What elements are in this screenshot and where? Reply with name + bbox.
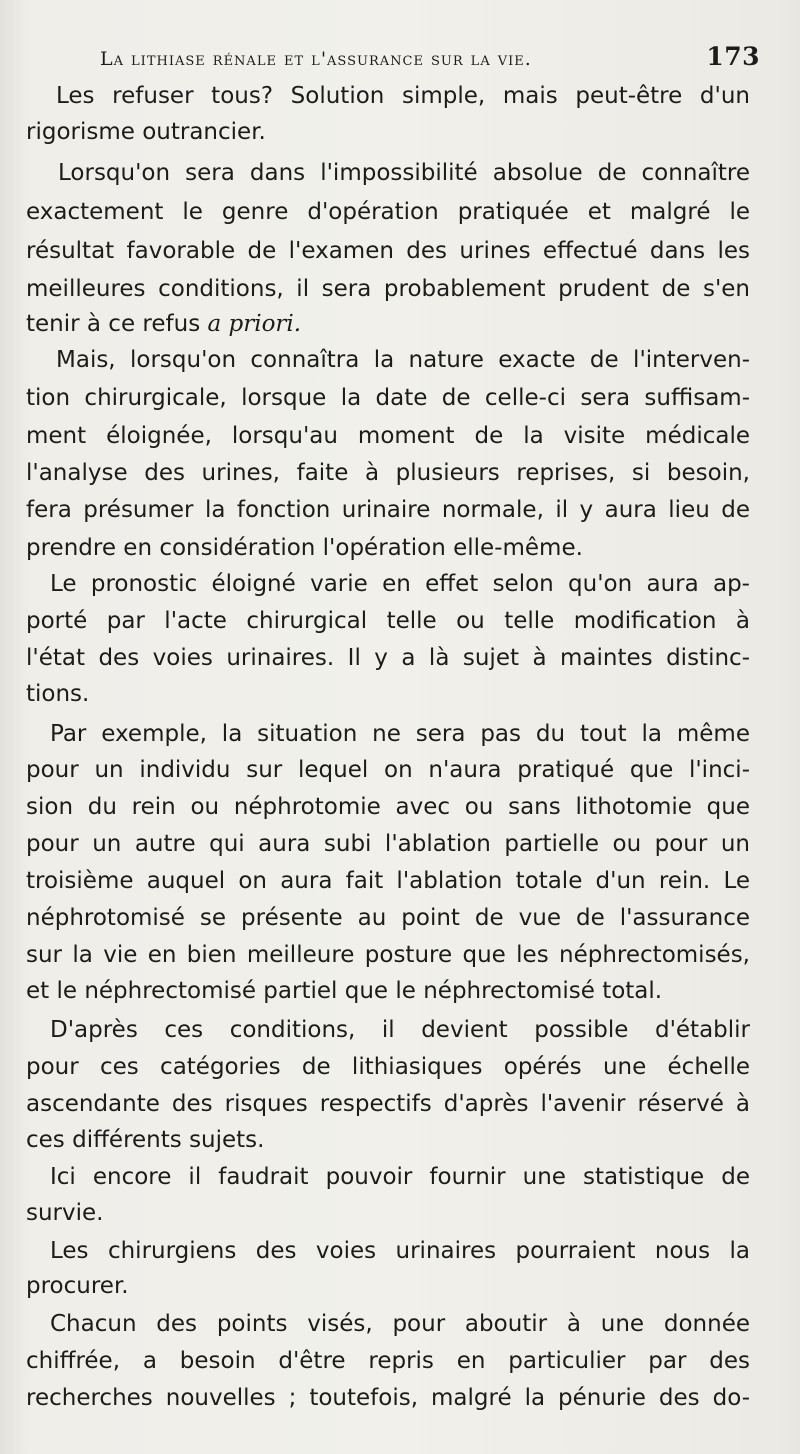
text-line-content: Les refuser tous? Solution simple, mais peut-être d'un	[56, 83, 750, 109]
text-line-content: ascendante des risques respectifs d'après l'avenir réservé à	[26, 1091, 750, 1117]
text-line-content: sion du rein ou néphrotomie avec ou sans lithotomie que	[26, 794, 750, 820]
text-line-content: pour un autre qui aura subi l'ablation partielle ou pour un	[26, 831, 750, 857]
text-line	[26, 380, 750, 416]
text-line-content: l'analyse des urines, faite à plusieurs reprises, si besoin,	[26, 460, 750, 486]
text-line-content: tions.	[26, 681, 90, 707]
text-line-content: fera présumer la fonction urinaire normale, il y aura lieu de	[26, 497, 750, 523]
text-line-content: chiffrée, a besoin d'être repris en particulier par des	[26, 1348, 750, 1374]
text-line	[50, 1159, 750, 1195]
text-line	[26, 676, 746, 712]
text-line-content: prendre en considération l'opération elle-même.	[26, 535, 583, 561]
text-line-content: rigorisme outrancier.	[26, 119, 266, 145]
text-line-content: Lorsqu'on sera dans l'impossibilité absolue de connaître	[58, 160, 750, 186]
text-line	[26, 1268, 746, 1304]
text-line	[26, 455, 750, 491]
text-line	[26, 973, 746, 1009]
text-line	[26, 789, 750, 825]
text-line-content: tion chirurgicale, lorsque la date de celle-ci sera suffisam-	[26, 385, 750, 411]
text-line-content: Le pronostic éloigné varie en effet selon qu'on aura ap-	[50, 571, 750, 597]
text-line-content: pour un individu sur lequel on n'aura pratiqué que l'inci-	[26, 757, 750, 783]
text-line	[26, 900, 750, 936]
running-head: La lithiase rénale et l'assurance sur la vie.	[100, 48, 532, 70]
text-line-content: Chacun des points visés, pour aboutir à une donnée	[50, 1311, 750, 1337]
text-line	[50, 716, 750, 752]
text-line	[26, 1086, 750, 1122]
text-line	[26, 1195, 746, 1231]
text-line	[56, 78, 750, 114]
text-line	[26, 194, 750, 230]
text-line-content: survie.	[26, 1200, 104, 1226]
text-line-content: Mais, lorsqu'on connaîtra la nature exacte de l'interven-	[56, 347, 750, 373]
text-line-content: D'après ces conditions, il devient possible d'établir	[50, 1017, 750, 1043]
text-line	[26, 826, 750, 862]
text-line-content: porté par l'acte chirurgical telle ou telle modification à	[26, 608, 750, 634]
text-line-content: Par exemple, la situation ne sera pas du tout la même	[50, 721, 750, 747]
text-line-content: et le néphrectomisé partiel que le néphrectomisé total.	[26, 978, 663, 1004]
text-line-content: ces différents sujets.	[26, 1127, 265, 1153]
text-line-content: recherches nouvelles ; toutefois, malgré la pénurie des do-	[26, 1385, 750, 1411]
text-line	[26, 937, 750, 973]
text-line-content: procurer.	[26, 1273, 129, 1299]
text-line	[26, 1343, 750, 1379]
text-line-content: ment éloignée, lorsqu'au moment de la visite médicale	[26, 423, 750, 449]
text-line-content: meilleures conditions, il sera probablement prudent de s'en	[26, 276, 750, 302]
text-line	[26, 271, 750, 307]
text-line-content: exactement le genre d'opération pratiquée et malgré le	[26, 199, 750, 225]
text-line-content: résultat favorable de l'examen des urines effectué dans les	[26, 238, 750, 264]
text-line	[26, 1049, 750, 1085]
page-number: 173	[706, 42, 760, 71]
text-line-content: pour ces catégories de lithiasiques opérés une échelle	[26, 1054, 750, 1080]
text-line	[50, 1012, 750, 1048]
text-line-content: troisième auquel on aura fait l'ablation totale d'un rein. Le	[26, 868, 750, 894]
text-line	[56, 342, 750, 378]
text-line-content: Les chirurgiens des voies urinaires pourraient nous la	[50, 1238, 750, 1264]
text-line	[26, 1122, 746, 1158]
text-line	[26, 306, 746, 342]
text-line	[50, 566, 750, 602]
text-line	[26, 603, 750, 639]
text-line	[26, 114, 746, 150]
text-line-content: l'état des voies urinaires. Il y a là sujet à maintes distinc-	[26, 645, 750, 671]
italic-phrase: a priori.	[207, 311, 302, 337]
text-line-content: néphrotomisé se présente au point de vue de l'assurance	[26, 905, 750, 931]
text-line	[58, 155, 750, 191]
text-line	[26, 492, 750, 528]
text-line	[26, 418, 750, 454]
text-line	[26, 752, 750, 788]
text-line	[26, 640, 750, 676]
text-line	[26, 233, 750, 269]
text-line-content: Ici encore il faudrait pouvoir fournir une statistique de	[50, 1164, 750, 1190]
text-line	[26, 530, 746, 566]
text-line-content: sur la vie en bien meilleure posture que les néphrectomisés,	[26, 942, 750, 968]
text-line-content: tenir à ce refus	[26, 311, 208, 337]
text-line	[50, 1306, 750, 1342]
text-line	[26, 1380, 750, 1416]
text-line	[50, 1233, 750, 1269]
text-line	[26, 863, 750, 899]
